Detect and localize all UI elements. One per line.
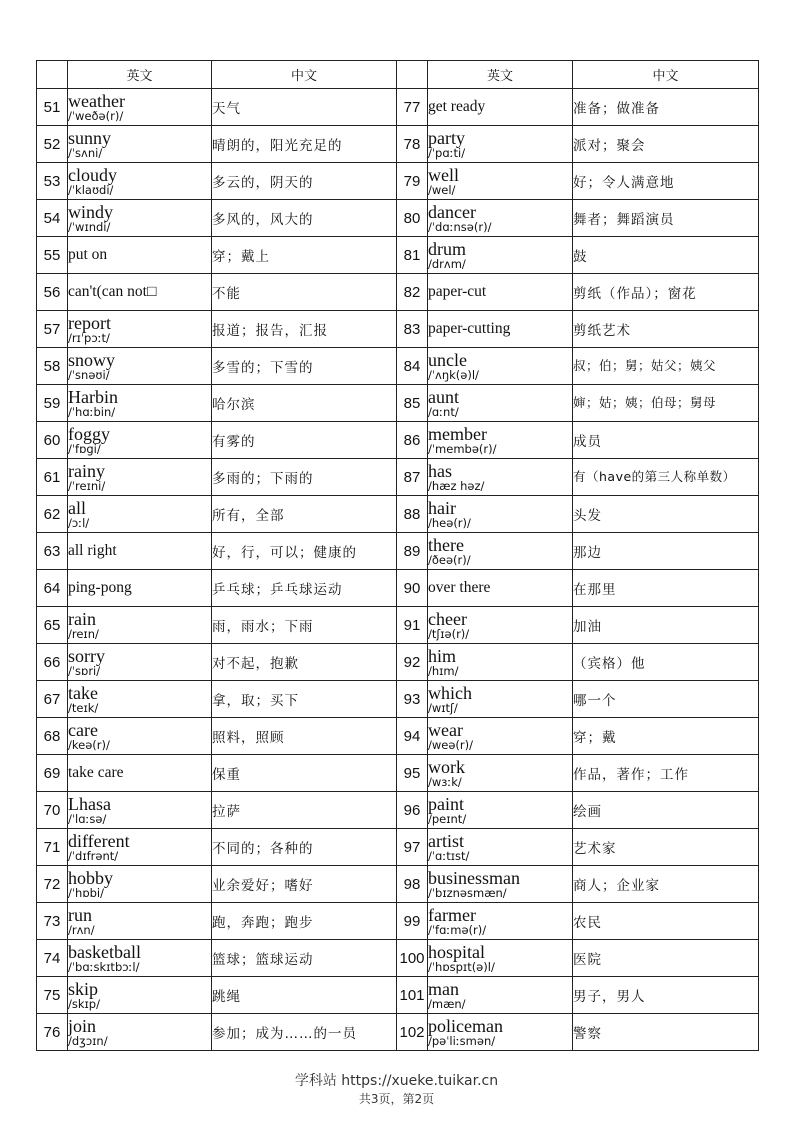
table-row	[37, 385, 759, 422]
table-row	[37, 459, 759, 496]
english-cell	[428, 200, 573, 237]
english-cell	[428, 607, 573, 644]
entry-number: 80	[397, 200, 428, 237]
english-cell	[68, 385, 212, 422]
english-word: rain	[68, 608, 96, 629]
entry-number: 94	[397, 718, 428, 755]
phonetic-transcription: /ˈmembə(r)/	[428, 441, 497, 456]
header-num-left	[37, 61, 68, 89]
phonetic-transcription: /ɑːnt/	[428, 404, 459, 419]
english-cell	[428, 829, 573, 866]
english-word: Lhasa	[68, 793, 111, 814]
chinese-meaning: 舞者；舞蹈演员	[573, 200, 759, 237]
entry-number: 52	[37, 126, 68, 163]
phonetic-transcription: /ðeə(r)/	[428, 552, 471, 567]
phonetic-transcription: /heə(r)/	[428, 515, 471, 530]
english-cell	[428, 496, 573, 533]
phonetic-transcription: /ˈɑːtɪst/	[428, 848, 470, 863]
chinese-meaning: 头发	[573, 496, 759, 533]
english-word: policeman	[428, 1015, 503, 1036]
phonetic-transcription: /ˈhɒbi/	[68, 885, 104, 900]
entry-number: 98	[397, 866, 428, 903]
entry-number: 97	[397, 829, 428, 866]
chinese-meaning: 婶；姑；姨；伯母；舅母	[573, 385, 759, 422]
english-cell	[428, 1014, 573, 1051]
entry-number: 51	[37, 89, 68, 126]
entry-number: 83	[397, 311, 428, 348]
english-cell	[68, 940, 212, 977]
english-cell	[68, 496, 212, 533]
chinese-meaning: 照料，照顾	[212, 718, 397, 755]
english-cell	[68, 866, 212, 903]
phonetic-transcription: /rʌn/	[68, 922, 95, 937]
english-cell	[428, 644, 573, 681]
english-cell	[68, 755, 212, 792]
entry-number: 84	[397, 348, 428, 385]
chinese-meaning: 雨，雨水；下雨	[212, 607, 397, 644]
phonetic-transcription: /tʃɪə(r)/	[428, 626, 470, 641]
phonetic-transcription: /skɪp/	[68, 996, 100, 1011]
phonetic-transcription: /ˈwɪndi/	[68, 219, 111, 234]
chinese-meaning: 剪纸艺术	[573, 311, 759, 348]
english-word: get ready	[428, 98, 486, 115]
entry-number: 76	[37, 1014, 68, 1051]
english-cell	[428, 126, 573, 163]
entry-number: 92	[397, 644, 428, 681]
phonetic-transcription: /wel/	[428, 182, 456, 197]
entry-number: 78	[397, 126, 428, 163]
entry-number: 102	[397, 1014, 428, 1051]
chinese-meaning: 警察	[573, 1014, 759, 1051]
entry-number: 77	[397, 89, 428, 126]
entry-number: 59	[37, 385, 68, 422]
table-row	[37, 496, 759, 533]
phonetic-transcription: /ˈsʌni/	[68, 145, 103, 160]
table-row	[37, 681, 759, 718]
chinese-meaning: 叔；伯；舅；姑父；姨父	[573, 348, 759, 385]
chinese-meaning: 多雨的；下雨的	[212, 459, 397, 496]
english-cell	[68, 459, 212, 496]
english-cell	[428, 385, 573, 422]
phonetic-transcription: /ˈreɪni/	[68, 478, 106, 493]
english-cell	[68, 903, 212, 940]
english-cell	[68, 1014, 212, 1051]
phonetic-transcription: /dʒɔɪn/	[68, 1033, 108, 1048]
english-word: report	[68, 312, 111, 333]
entry-number: 69	[37, 755, 68, 792]
table-row	[37, 977, 759, 1014]
entry-number: 60	[37, 422, 68, 459]
english-cell	[68, 274, 212, 311]
english-word: all	[68, 497, 86, 518]
entry-number: 79	[397, 163, 428, 200]
english-cell	[428, 792, 573, 829]
english-word: care	[68, 719, 98, 740]
entry-number: 61	[37, 459, 68, 496]
chinese-meaning: 业余爱好；嗜好	[212, 866, 397, 903]
phonetic-transcription: /wɪtʃ/	[428, 700, 458, 715]
english-word: can't(can not□	[68, 283, 157, 300]
chinese-meaning: 派对；聚会	[573, 126, 759, 163]
entry-number: 56	[37, 274, 68, 311]
table-row	[37, 89, 759, 126]
chinese-meaning: 在那里	[573, 570, 759, 607]
english-word: weather	[68, 90, 125, 111]
chinese-meaning: 天气	[212, 89, 397, 126]
footer-page-number: 共3页，第2页	[358, 1092, 435, 1106]
chinese-meaning: 哪一个	[573, 681, 759, 718]
english-word: different	[68, 830, 130, 851]
english-word: member	[428, 423, 487, 444]
english-word: uncle	[428, 349, 467, 370]
english-word: foggy	[68, 423, 110, 444]
english-word: drum	[428, 238, 466, 259]
entry-number: 72	[37, 866, 68, 903]
english-cell	[68, 829, 212, 866]
table-row	[37, 1014, 759, 1051]
english-cell	[428, 533, 573, 570]
english-cell	[428, 940, 573, 977]
entry-number: 101	[397, 977, 428, 1014]
header-chinese-right: 中文	[573, 61, 759, 89]
english-word: put on	[68, 246, 108, 263]
table-row	[37, 755, 759, 792]
english-cell	[428, 681, 573, 718]
phonetic-transcription: /ˈweðə(r)/	[68, 108, 124, 123]
entry-number: 91	[397, 607, 428, 644]
chinese-meaning: 医院	[573, 940, 759, 977]
chinese-meaning: 多风的，风大的	[212, 200, 397, 237]
english-word: man	[428, 978, 459, 999]
english-word: skip	[68, 978, 99, 999]
entry-number: 71	[37, 829, 68, 866]
entry-number: 64	[37, 570, 68, 607]
english-word: sunny	[68, 127, 112, 148]
chinese-meaning: 跳绳	[212, 977, 397, 1014]
entry-number: 63	[37, 533, 68, 570]
phonetic-transcription: /ˈʌŋk(ə)l/	[428, 367, 479, 382]
english-word: ping-pong	[68, 579, 132, 596]
phonetic-transcription: /weə(r)/	[428, 737, 474, 752]
chinese-meaning: （宾格）他	[573, 644, 759, 681]
header-num-right	[397, 61, 428, 89]
entry-number: 68	[37, 718, 68, 755]
entry-number: 67	[37, 681, 68, 718]
table-row	[37, 348, 759, 385]
english-cell	[68, 422, 212, 459]
chinese-meaning: 穿；戴上	[212, 237, 397, 274]
english-cell	[428, 977, 573, 1014]
english-word: him	[428, 645, 457, 666]
english-cell	[428, 459, 573, 496]
table-row	[37, 607, 759, 644]
entry-number: 54	[37, 200, 68, 237]
phonetic-transcription: /ˈdɪfrənt/	[68, 848, 119, 863]
english-cell	[68, 718, 212, 755]
english-word: hospital	[428, 941, 485, 962]
entry-number: 75	[37, 977, 68, 1014]
entry-number: 53	[37, 163, 68, 200]
entry-number: 86	[397, 422, 428, 459]
english-word: run	[68, 904, 92, 925]
phonetic-transcription: /ˈhɑːbin/	[68, 404, 116, 419]
phonetic-transcription: /wɜːk/	[428, 774, 462, 789]
chinese-meaning: 报道；报告，汇报	[212, 311, 397, 348]
english-word: take	[68, 682, 98, 703]
footer-site: 学科站 https://xueke.tuikar.cn	[294, 1073, 499, 1089]
english-word: cheer	[428, 608, 467, 629]
chinese-meaning: 乒乓球；乒乓球运动	[212, 570, 397, 607]
chinese-meaning: 拉萨	[212, 792, 397, 829]
english-cell	[68, 977, 212, 1014]
english-word: paint	[428, 793, 464, 814]
table-row	[37, 533, 759, 570]
english-word: Harbin	[68, 386, 118, 407]
chinese-meaning: 参加；成为……的一员	[212, 1014, 397, 1051]
phonetic-transcription: /hæz həz/	[428, 478, 485, 493]
table-row	[37, 570, 759, 607]
english-cell	[428, 718, 573, 755]
phonetic-transcription: /ˈdɑːnsə(r)/	[428, 219, 492, 234]
chinese-meaning: 男子，男人	[573, 977, 759, 1014]
chinese-meaning: 多云的，阴天的	[212, 163, 397, 200]
chinese-meaning: 跑，奔跑；跑步	[212, 903, 397, 940]
english-word: dancer	[428, 201, 476, 222]
entry-number: 100	[397, 940, 428, 977]
phonetic-transcription: /keə(r)/	[68, 737, 110, 752]
table-row	[37, 829, 759, 866]
english-cell	[428, 348, 573, 385]
table-body	[37, 89, 759, 1051]
phonetic-transcription: /pəˈliːsmən/	[428, 1033, 496, 1048]
entry-number: 82	[397, 274, 428, 311]
english-cell	[68, 570, 212, 607]
entry-number: 81	[397, 237, 428, 274]
phonetic-transcription: /ˈhɒspɪt(ə)l/	[428, 959, 495, 974]
english-word: all right	[68, 542, 117, 559]
phonetic-transcription: /ˈsɒri/	[68, 663, 101, 678]
english-cell	[68, 237, 212, 274]
english-word: basketball	[68, 941, 141, 962]
entry-number: 57	[37, 311, 68, 348]
english-word: businessman	[428, 867, 520, 888]
chinese-meaning: 好，行，可以；健康的	[212, 533, 397, 570]
phonetic-transcription: /peɪnt/	[428, 811, 467, 826]
chinese-meaning: 晴朗的，阳光充足的	[212, 126, 397, 163]
chinese-meaning: 保重	[212, 755, 397, 792]
entry-number: 99	[397, 903, 428, 940]
chinese-meaning: 有雾的	[212, 422, 397, 459]
english-word: wear	[428, 719, 463, 740]
phonetic-transcription: /ˈsnəʊi/	[68, 367, 110, 382]
header-english-right: 英文	[428, 61, 573, 89]
table-row	[37, 792, 759, 829]
phonetic-transcription: /drʌm/	[428, 256, 466, 271]
vocabulary-table	[36, 60, 759, 1051]
entry-number: 58	[37, 348, 68, 385]
header-english-left: 英文	[68, 61, 212, 89]
english-word: hair	[428, 497, 456, 518]
english-word: windy	[68, 201, 113, 222]
english-word: party	[428, 127, 465, 148]
phonetic-transcription: /ɔːl/	[68, 515, 90, 530]
phonetic-transcription: /hɪm/	[428, 663, 459, 678]
chinese-meaning: 绘画	[573, 792, 759, 829]
english-word: farmer	[428, 904, 476, 925]
chinese-meaning: 成员	[573, 422, 759, 459]
chinese-meaning: 农民	[573, 903, 759, 940]
english-cell	[428, 89, 573, 126]
english-cell	[428, 903, 573, 940]
entry-number: 73	[37, 903, 68, 940]
english-word: work	[428, 756, 465, 777]
english-word: which	[428, 682, 472, 703]
english-cell	[68, 792, 212, 829]
english-cell	[68, 681, 212, 718]
english-cell	[68, 200, 212, 237]
english-word: well	[428, 164, 459, 185]
chinese-meaning: 加油	[573, 607, 759, 644]
entry-number: 74	[37, 940, 68, 977]
chinese-meaning: 穿；戴	[573, 718, 759, 755]
table-row	[37, 866, 759, 903]
table-header-row	[37, 61, 759, 89]
chinese-meaning: 商人；企业家	[573, 866, 759, 903]
entry-number: 85	[397, 385, 428, 422]
english-cell	[428, 274, 573, 311]
english-cell	[68, 607, 212, 644]
table-row	[37, 718, 759, 755]
english-word: paper-cutting	[428, 320, 511, 337]
english-cell	[428, 237, 573, 274]
entry-number: 93	[397, 681, 428, 718]
chinese-meaning: 拿，取；买下	[212, 681, 397, 718]
chinese-meaning: 准备；做准备	[573, 89, 759, 126]
chinese-meaning: 好；令人满意地	[573, 163, 759, 200]
chinese-meaning: 不同的；各种的	[212, 829, 397, 866]
english-cell	[68, 348, 212, 385]
entry-number: 66	[37, 644, 68, 681]
entry-number: 65	[37, 607, 68, 644]
chinese-meaning: 所有，全部	[212, 496, 397, 533]
chinese-meaning: 不能	[212, 274, 397, 311]
header-chinese-left: 中文	[212, 61, 397, 89]
english-cell	[68, 644, 212, 681]
phonetic-transcription: /ˈpɑːti/	[428, 145, 466, 160]
chinese-meaning: 哈尔滨	[212, 385, 397, 422]
entry-number: 90	[397, 570, 428, 607]
english-cell	[68, 533, 212, 570]
entry-number: 95	[397, 755, 428, 792]
entry-number: 62	[37, 496, 68, 533]
english-cell	[68, 311, 212, 348]
table-row	[37, 163, 759, 200]
english-cell	[428, 311, 573, 348]
phonetic-transcription: /ˈfɒgi/	[68, 441, 101, 456]
chinese-meaning: 多雪的；下雪的	[212, 348, 397, 385]
entry-number: 87	[397, 459, 428, 496]
entry-number: 70	[37, 792, 68, 829]
english-word: snowy	[68, 349, 116, 370]
phonetic-transcription: /rɪˈpɔːt/	[68, 330, 110, 345]
phonetic-transcription: /ˈfɑːmə(r)/	[428, 922, 487, 937]
english-word: there	[428, 534, 464, 555]
english-word: rainy	[68, 460, 105, 481]
english-word: paper-cut	[428, 283, 487, 300]
english-word: join	[68, 1015, 97, 1036]
phonetic-transcription: /teɪk/	[68, 700, 99, 715]
english-cell	[428, 755, 573, 792]
chinese-meaning: 那边	[573, 533, 759, 570]
english-cell	[428, 866, 573, 903]
table-row	[37, 940, 759, 977]
entry-number: 55	[37, 237, 68, 274]
english-word: over there	[428, 579, 491, 596]
english-cell	[428, 422, 573, 459]
table-row	[37, 903, 759, 940]
table-row	[37, 274, 759, 311]
phonetic-transcription: /mæn/	[428, 996, 466, 1011]
phonetic-transcription: /ˈlɑːsə/	[68, 811, 107, 826]
phonetic-transcription: /ˈbɑːskɪtbɔːl/	[68, 959, 140, 974]
phonetic-transcription: /reɪn/	[68, 626, 99, 641]
phonetic-transcription: /ˈbɪznəsmæn/	[428, 885, 507, 900]
english-word: take care	[68, 764, 124, 781]
entry-number: 89	[397, 533, 428, 570]
chinese-meaning: 对不起，抱歉	[212, 644, 397, 681]
chinese-meaning: 鼓	[573, 237, 759, 274]
english-word: aunt	[428, 386, 459, 407]
english-cell	[68, 89, 212, 126]
english-cell	[428, 570, 573, 607]
table-row	[37, 644, 759, 681]
chinese-meaning: 篮球；篮球运动	[212, 940, 397, 977]
english-cell	[68, 163, 212, 200]
english-cell	[68, 126, 212, 163]
table-row	[37, 126, 759, 163]
entry-number: 96	[397, 792, 428, 829]
english-word: artist	[428, 830, 464, 851]
phonetic-transcription: /ˈklaʊdi/	[68, 182, 114, 197]
english-cell	[428, 163, 573, 200]
table-row	[37, 200, 759, 237]
english-word: has	[428, 460, 452, 481]
chinese-meaning: 剪纸（作品）；窗花	[573, 274, 759, 311]
entry-number: 88	[397, 496, 428, 533]
table-row	[37, 311, 759, 348]
table-row	[37, 237, 759, 274]
english-word: sorry	[68, 645, 105, 666]
english-word: cloudy	[68, 164, 117, 185]
english-word: hobby	[68, 867, 113, 888]
chinese-meaning: 作品，著作；工作	[573, 755, 759, 792]
chinese-meaning: 艺术家	[573, 829, 759, 866]
chinese-meaning: 有（have的第三人称单数）	[573, 459, 759, 496]
table-row	[37, 422, 759, 459]
